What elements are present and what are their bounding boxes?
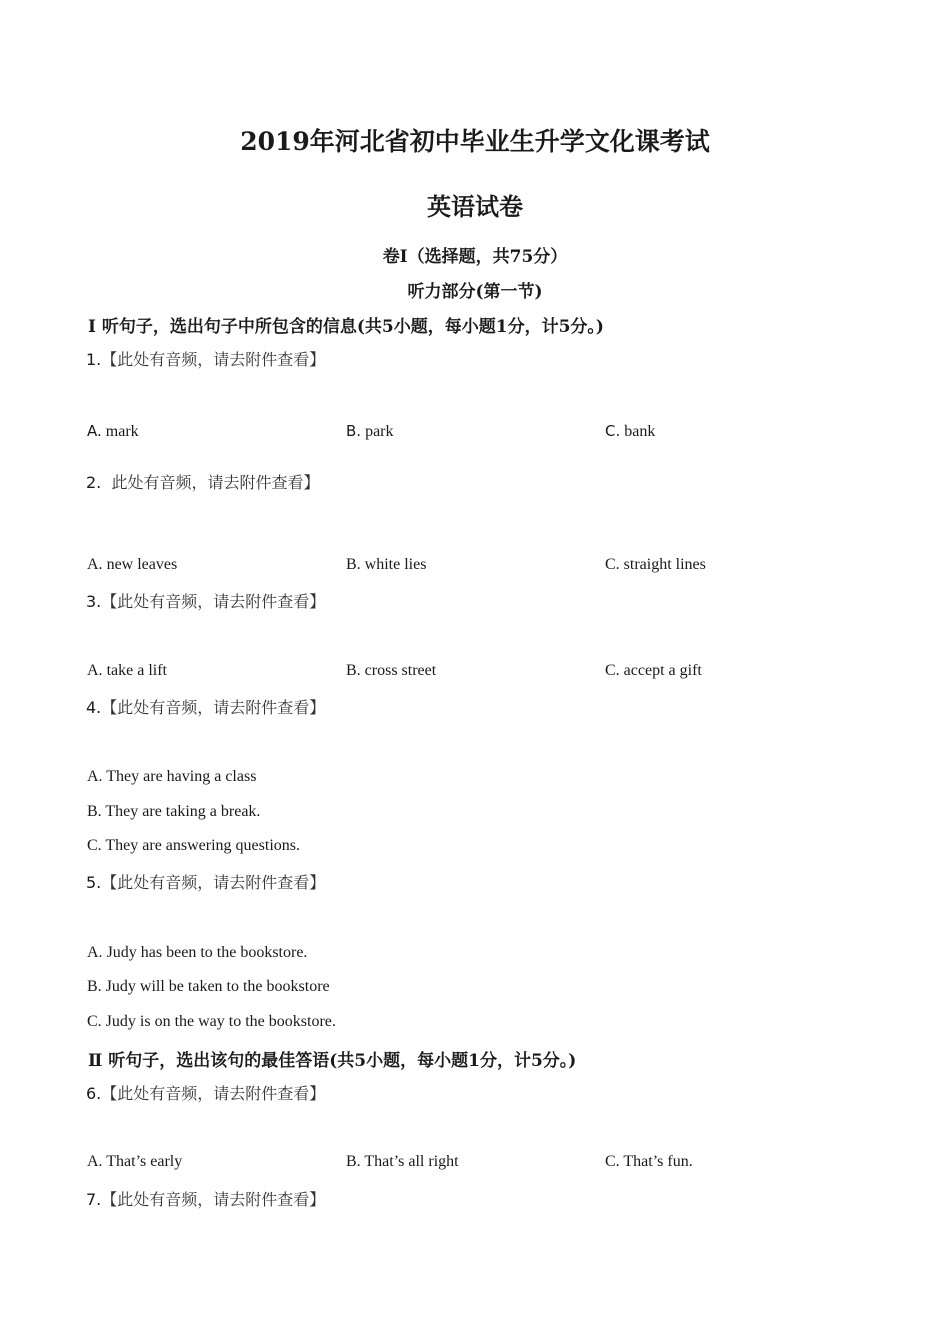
exam-subtitle: 英语试卷: [427, 192, 523, 221]
option-text: Judy will be taken to the bookstore: [101, 978, 330, 995]
question-5: [86, 870, 325, 893]
question-7: [86, 1187, 325, 1210]
option-label: A.: [87, 1153, 103, 1170]
option-text: They are having a class: [102, 768, 257, 785]
q1-option-c: [605, 422, 655, 441]
option-text: cross street: [360, 662, 437, 679]
option-label: B.: [346, 556, 361, 573]
q2-option-c: [605, 556, 706, 574]
q5-option-a: [87, 944, 307, 962]
option-text: They are taking a break.: [101, 803, 261, 820]
audio-placeholder: 【此处有音频，请去附件查看】: [101, 1190, 326, 1209]
option-label: C.: [605, 1153, 620, 1170]
question-3: [86, 589, 325, 612]
q6-option-b: [346, 1153, 459, 1171]
question-number: 2.: [86, 473, 102, 492]
q2-option-a: [87, 556, 177, 574]
listening-heading: 听力部分(第一节): [407, 282, 543, 302]
question-1: [86, 347, 325, 370]
option-text: accept a gift: [619, 662, 702, 679]
audio-placeholder: 【此处有音频，请去附件查看】: [101, 1084, 326, 1103]
q2-option-b: [346, 556, 426, 574]
exam-title: 2019年河北省初中毕业生升学文化课考试: [240, 127, 710, 156]
question-number: 6.: [86, 1084, 102, 1103]
section-1-heading: Ⅰ 听句子，选出句子中所包含的信息(共5小题，每小题1分，计5分。): [88, 317, 604, 337]
option-text: Judy is on the way to the bookstore.: [101, 1013, 336, 1030]
option-text: That’s all right: [360, 1153, 459, 1170]
option-text: That’s fun.: [619, 1153, 693, 1170]
option-label: B.: [87, 978, 102, 995]
audio-placeholder: 【此处有音频，请去附件查看】: [101, 592, 326, 611]
q3-option-a: [87, 662, 167, 680]
option-text: They are answering questions.: [101, 837, 300, 854]
option-label: C.: [605, 556, 620, 573]
option-label: C.: [87, 1013, 102, 1030]
option-label: B.: [346, 1153, 361, 1170]
q4-option-a: [87, 768, 256, 786]
option-label: B.: [87, 803, 102, 820]
question-6: [86, 1081, 325, 1104]
q1-option-b: [346, 422, 394, 441]
option-label: A.: [87, 662, 103, 679]
q3-option-c: [605, 662, 702, 680]
question-2: [86, 470, 319, 493]
audio-placeholder: 【此处有音频，请去附件查看】: [101, 873, 326, 892]
audio-placeholder: 此处有音频，请去附件查看】: [101, 473, 320, 492]
option-text: park: [361, 423, 394, 440]
question-number: 3.: [86, 592, 102, 611]
q6-option-c: [605, 1153, 693, 1171]
section-2-heading: Ⅱ 听句子，选出该句的最佳答语(共5小题，每小题1分，计5分。): [88, 1051, 577, 1071]
option-text: Judy has been to the bookstore.: [102, 944, 308, 961]
option-label: A.: [87, 422, 102, 440]
q3-option-b: [346, 662, 436, 680]
q4-option-c: [87, 837, 300, 855]
q5-option-b: [87, 978, 330, 996]
option-text: bank: [620, 423, 656, 440]
option-label: C.: [605, 662, 620, 679]
question-number: 7.: [86, 1190, 102, 1209]
q6-option-a: [87, 1153, 182, 1171]
option-label: C.: [87, 837, 102, 854]
option-label: A.: [87, 944, 103, 961]
part-heading: 卷Ⅰ（选择题，共75分）: [382, 247, 568, 267]
q4-option-b: [87, 803, 260, 821]
option-text: straight lines: [619, 556, 706, 573]
audio-placeholder: 【此处有音频，请去附件查看】: [101, 698, 326, 717]
option-text: take a lift: [102, 662, 167, 679]
question-number: 4.: [86, 698, 102, 717]
option-text: white lies: [360, 556, 427, 573]
q1-option-a: [87, 422, 139, 441]
option-label: A.: [87, 768, 103, 785]
q5-option-c: [87, 1013, 336, 1031]
question-number: 1.: [86, 350, 102, 369]
option-text: mark: [101, 423, 139, 440]
option-label: B.: [346, 422, 362, 440]
question-4: [86, 695, 325, 718]
option-text: new leaves: [102, 556, 178, 573]
option-text: That’s early: [102, 1153, 183, 1170]
question-number: 5.: [86, 873, 102, 892]
option-label: C.: [605, 422, 621, 440]
audio-placeholder: 【此处有音频，请去附件查看】: [101, 350, 326, 369]
option-label: B.: [346, 662, 361, 679]
option-label: A.: [87, 556, 103, 573]
